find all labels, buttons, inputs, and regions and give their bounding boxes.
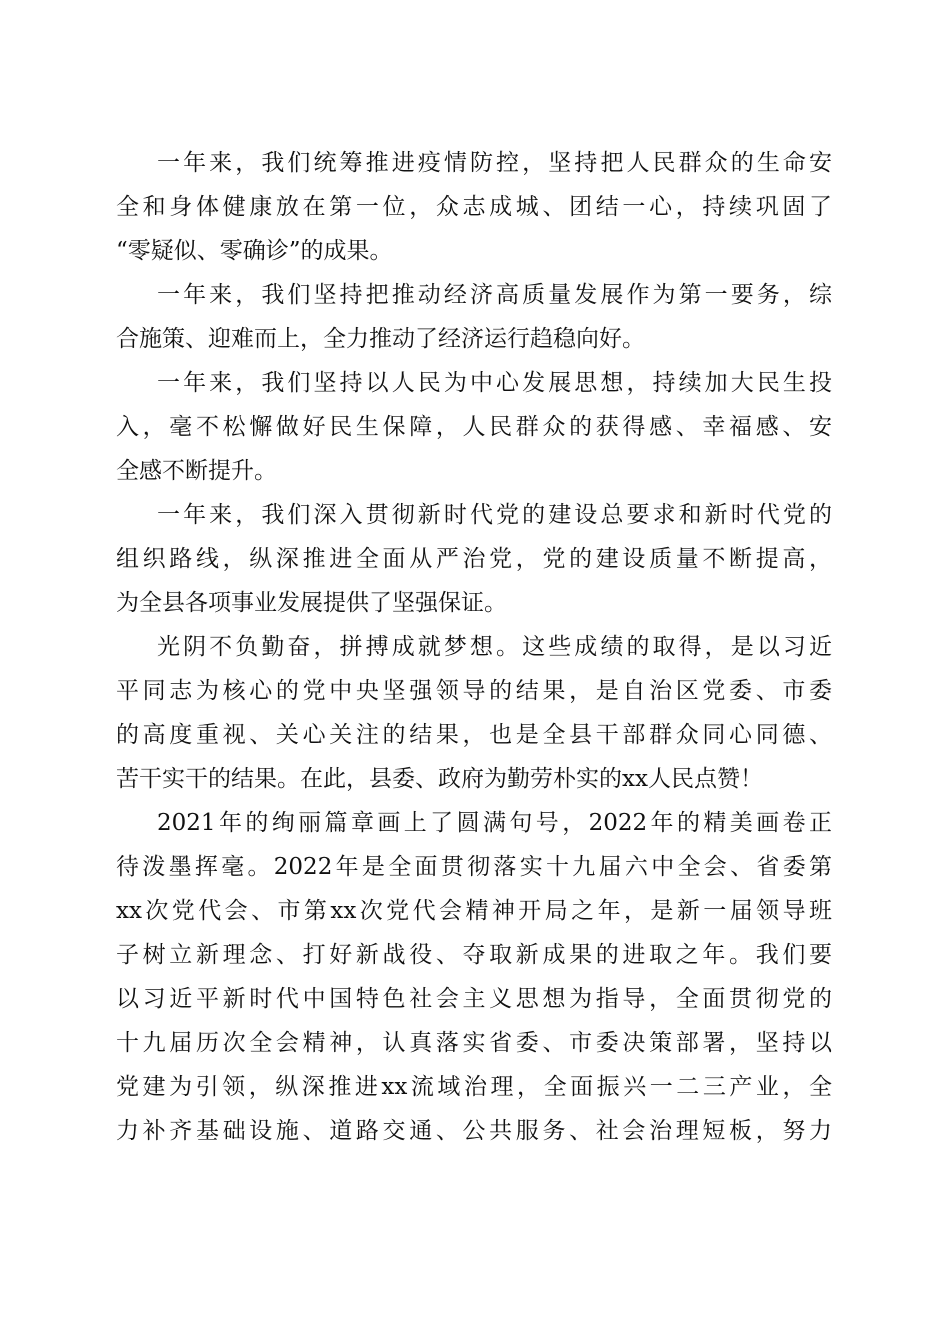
text-line: 为全县各项事业发展提供了坚强保证。 xyxy=(116,590,507,616)
text-line: 一年来，我们坚持以人民为中心发展思想，持续加大民生投 xyxy=(157,370,832,396)
paragraph-party-building xyxy=(116,493,832,625)
document-body xyxy=(116,141,832,1153)
paragraph-epidemic-control xyxy=(116,141,832,273)
text-line: 一年来，我们深入贯彻新时代党的建设总要求和新时代党的 xyxy=(157,502,832,528)
text-line: 2021年的绚丽篇章画上了圆满句号，2022年的精美画卷正 xyxy=(157,810,832,836)
text-line: 以习近平新时代中国特色社会主义思想为指导，全面贯彻党的 xyxy=(116,986,832,1012)
text-line: 的高度重视、关心关注的结果，也是全县干部群众同心同德、 xyxy=(116,722,832,748)
text-line: 一年来，我们统筹推进疫情防控，坚持把人民群众的生命安 xyxy=(157,150,832,176)
text-line: 全感不断提升。 xyxy=(116,458,277,484)
text-line: 组织路线，纵深推进全面从严治党，党的建设质量不断提高， xyxy=(116,546,832,572)
text-line: 全和身体健康放在第一位，众志成城、团结一心，持续巩固了 xyxy=(116,194,832,220)
paragraph-livelihood xyxy=(116,361,832,493)
text-line: 力补齐基础设施、道路交通、公共服务、社会治理短板，努力 xyxy=(116,1118,832,1144)
text-line: 入，毫不松懈做好民生保障，人民群众的获得感、幸福感、安 xyxy=(116,414,832,440)
text-line: 平同志为核心的党中央坚强领导的结果，是自治区党委、市委 xyxy=(116,678,832,704)
text-line: 一年来，我们坚持把推动经济高质量发展作为第一要务，综 xyxy=(157,282,832,308)
text-line: 子树立新理念、打好新战役、夺取新成果的进取之年。我们要 xyxy=(116,942,832,968)
paragraph-2022-outlook xyxy=(116,801,832,1153)
paragraph-economic-development xyxy=(116,273,832,361)
paragraph-achievements xyxy=(116,625,832,801)
text-line: “零疑似、零确诊”的成果。 xyxy=(116,238,393,264)
text-line: xx次党代会、市第xx次党代会精神开局之年，是新一届领导班 xyxy=(116,898,832,924)
text-line: 十九届历次全会精神，认真落实省委、市委决策部署，坚持以 xyxy=(116,1030,832,1056)
text-line: 党建为引领，纵深推进xx流域治理，全面振兴一二三产业，全 xyxy=(116,1074,832,1100)
text-line: 待泼墨挥毫。2022年是全面贯彻落实十九届六中全会、省委第 xyxy=(116,854,832,880)
text-line: 光阴不负勤奋，拼搏成就梦想。这些成绩的取得，是以习近 xyxy=(157,634,832,660)
text-line: 合施策、迎难而上，全力推动了经济运行趋稳向好。 xyxy=(116,326,645,352)
text-line: 苦干实干的结果。在此，县委、政府为勤劳朴实的xx人民点赞！ xyxy=(116,766,763,792)
